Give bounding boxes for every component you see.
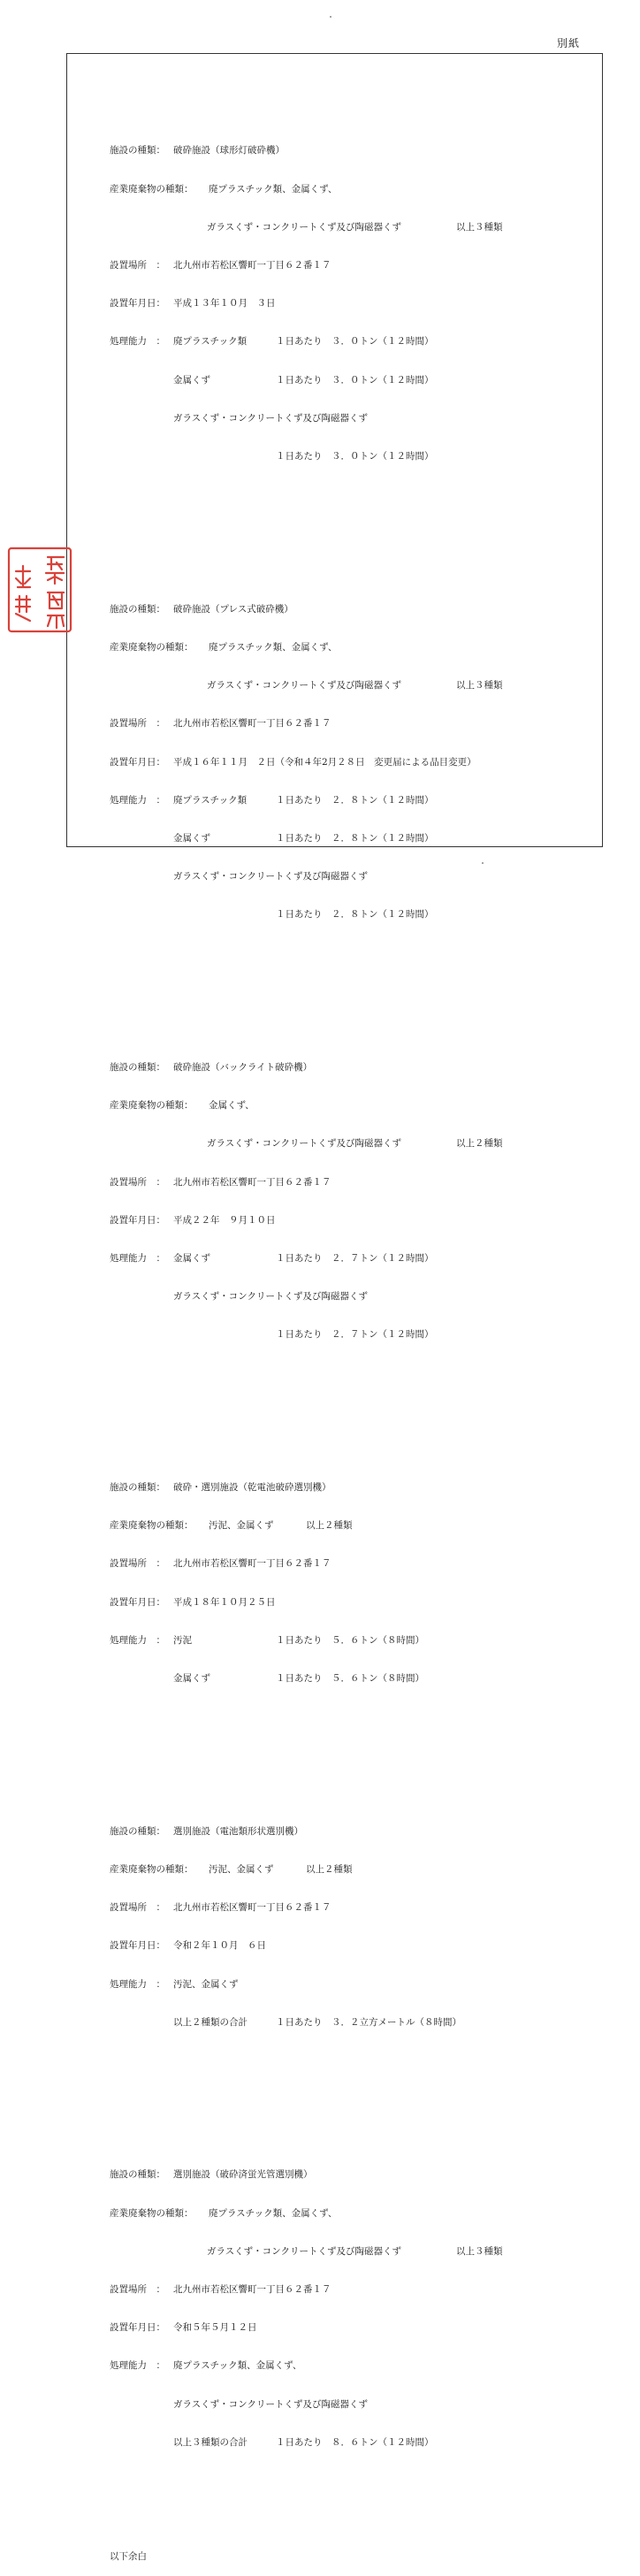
facility-type: 選別施設（電池類形状選別機） (173, 1825, 303, 1837)
facility-type: 選別施設（破砕済蛍光管選別機） (173, 2169, 313, 2181)
facility-entry: 施設の種類： 破砕施設（球形灯破砕機） 産業廃棄物の種類： 廃プラスチック類、金属くず、 ガラスくず・コンクリートくず及び陶磁器くず 以上３種類 設置場所 ： 北九州市若松区響町一丁目６２番１７ 設置年月日： 平成１３年１０月 ３日 処理能力 ： 廃プラスチック類 １日あたり ３．０トン（１２時間） 金属くず １日あたり ３．０トン（１２時間） ガラスくず・コンクリートくず及び陶磁器くず １日あたり ３．０トン（１２時間） (110, 145, 503, 462)
facility-type: 破砕施設（球形灯破砕機） (173, 145, 285, 157)
facility-date: 令和２年１０月 ６日 (173, 1940, 266, 1952)
facility-date: 令和５年５月１２日 (173, 2322, 257, 2334)
facility-type: 破砕施設（バックライト破砕機） (173, 1061, 313, 1073)
scan-speck (482, 862, 484, 864)
closing-note: 以下余白 (110, 2551, 147, 2563)
facility-entry: 施設の種類： 破砕・選別施設（乾電池破砕選別機） 産業廃棄物の種類： 汚泥、金属くず 以上２種類 設置場所 ： 北九州市若松区響町一丁目６２番１７ 設置年月日： 平成１８年１０月２５日 処理能力 ： 汚泥 １日あたり ５．６トン（８時間） 金属くず １日あたり ５．６トン（８時間） (110, 1482, 424, 1685)
facility-entry: 施設の種類： 選別施設（電池類形状選別機） 産業廃棄物の種類： 汚泥、金属くず 以上２種類 設置場所 ： 北九州市若松区響町一丁目６２番１７ 設置年月日： 令和２年１０月 ６日 処理能力 ： 汚泥、金属くず 以上２種類の合計 １日あたり ３．２立方メートル（８時間） (110, 1825, 461, 2028)
scan-speck (330, 16, 331, 18)
official-seal (4, 547, 72, 633)
facility-location: 北九州市若松区響町一丁目６２番１７ (173, 1176, 331, 1188)
document-label: 別紙 (557, 37, 581, 50)
facility-location: 北九州市若松区響町一丁目６２番１７ (173, 2283, 331, 2295)
facility-date: 平成２２年 ９月１０日 (173, 1214, 276, 1226)
facility-type: 破砕施設（プレス式破砕機） (173, 603, 293, 615)
facility-location: 北九州市若松区響町一丁目６２番１７ (173, 1902, 331, 1914)
facility-date: 平成１８年１０月２５日 (173, 1596, 276, 1608)
document-content (110, 68, 587, 2576)
facility-type: 破砕・選別施設（乾電池破砕選別機） (173, 1482, 331, 1494)
facility-location: 北九州市若松区響町一丁目６２番１７ (173, 260, 331, 271)
facility-entry: 施設の種類： 破砕施設（バックライト破砕機） 産業廃棄物の種類： 金属くず、 ガラスくず・コンクリートくず及び陶磁器くず 以上２種類 設置場所 ： 北九州市若松区響町一丁目６２番１７ 設置年月日： 平成２２年 ９月１０日 処理能力 ： 金属くず １日あたり ２．７トン（１２時間） ガラスくず・コンクリートくず及び陶磁器くず １日あたり ２．７トン（１２時間） (110, 1061, 503, 1341)
facility-location: 北九州市若松区響町一丁目６２番１７ (173, 718, 331, 730)
facility-location: 北九州市若松区響町一丁目６２番１７ (173, 1558, 331, 1570)
facility-entry: 施設の種類： 破砕施設（プレス式破砕機） 産業廃棄物の種類： 廃プラスチック類、金属くず、 ガラスくず・コンクリートくず及び陶磁器くず 以上３種類 設置場所 ： 北九州市若松区響町一丁目６２番１７ 設置年月日： 平成１６年１１月 ２日（令和４年2月２８日 変更届による品目変更） 処理能力 ： 廃プラスチック類 １日あたり ２．８トン（１２時間） 金属くず １日あたり ２．８トン（１２時間） ガラスくず・コンクリートくず及び陶磁器くず １日あたり ２．８トン（１２時間） (110, 603, 503, 921)
facility-date: 平成１３年１０月 ３日 (173, 298, 276, 310)
facility-entry: 施設の種類： 選別施設（破砕済蛍光管選別機） 産業廃棄物の種類： 廃プラスチック類、金属くず、 ガラスくず・コンクリートくず及び陶磁器くず 以上３種類 設置場所 ： 北九州市若松区響町一丁目６２番１７ 設置年月日： 令和５年５月１２日 処理能力 ： 廃プラスチック類、金属くず、 ガラスくず・コンクリートくず及び陶磁器くず 以上３種類の合計 １日あたり ８．６トン（１２時間） (110, 2169, 503, 2448)
facility-date: 平成１６年１１月 ２日（令和４年2月２８日 変更届による品目変更） (173, 756, 476, 768)
